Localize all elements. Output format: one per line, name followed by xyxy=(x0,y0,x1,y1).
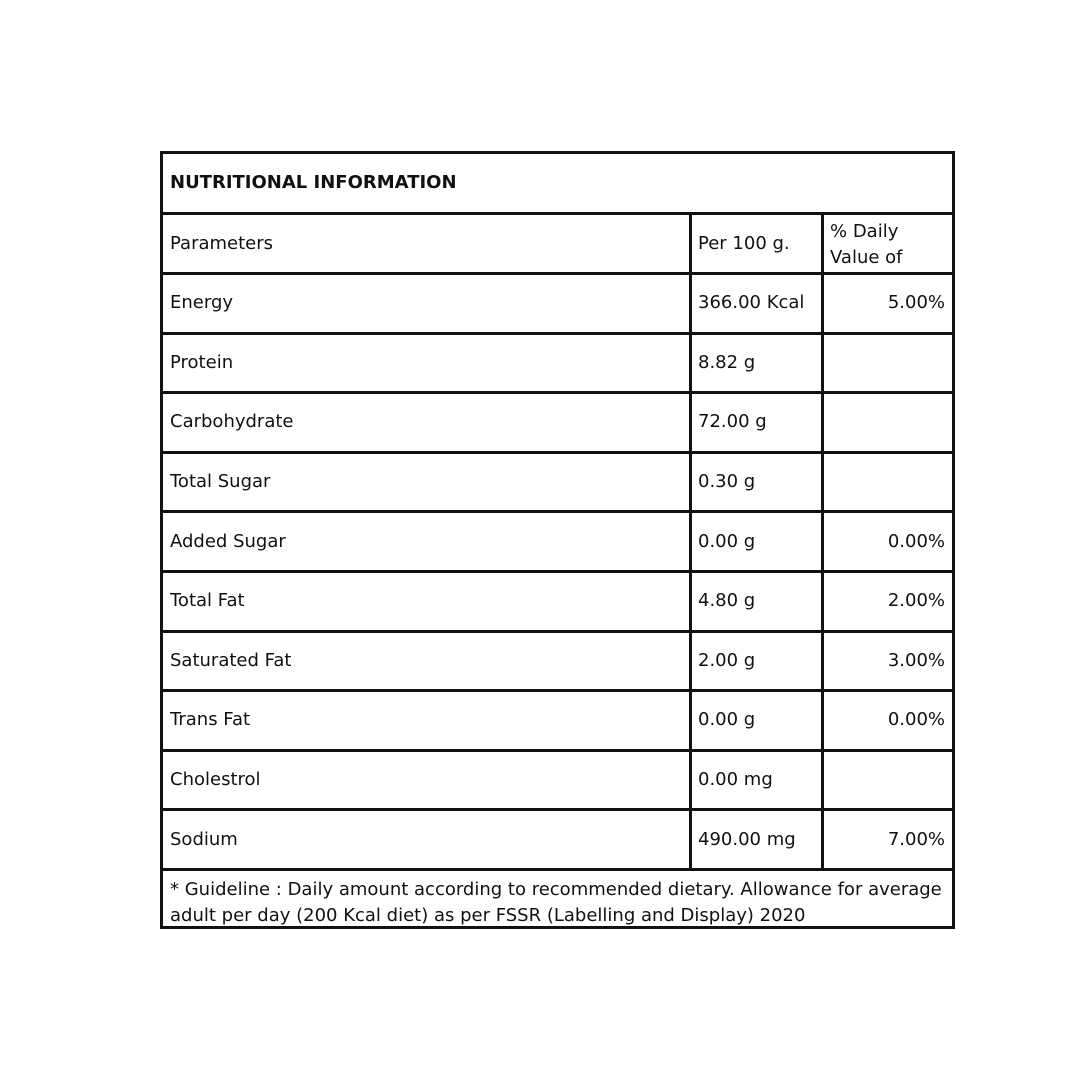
row-parameter: Carbohydrate xyxy=(170,411,294,433)
row-daily-value: 0.00% xyxy=(887,709,945,731)
row-daily-value: 7.00% xyxy=(887,828,945,850)
row-per-100g: 0.00 g xyxy=(698,530,756,552)
row-parameter: Energy xyxy=(170,292,234,314)
row-parameter: Protein xyxy=(170,351,234,373)
row-daily-value xyxy=(827,335,945,392)
row-daily-value: 5.00% xyxy=(887,292,945,314)
column-divider xyxy=(689,212,692,869)
row-daily-value: 2.00% xyxy=(887,590,945,612)
row-parameter: Total Fat xyxy=(170,590,245,612)
row-per-100g: 0.30 g xyxy=(698,471,756,493)
row-daily-value xyxy=(827,394,945,451)
row-per-100g: 490.00 mg xyxy=(698,828,796,850)
row-parameter: Added Sugar xyxy=(170,530,286,552)
row-parameter: Sodium xyxy=(170,828,238,850)
row-parameter: Total Sugar xyxy=(170,471,271,493)
row-per-100g: 8.82 g xyxy=(698,351,756,373)
row-daily-value: 0.00% xyxy=(887,530,945,552)
footnote: * Guideline : Daily amount according to recommended dietary. Allowance for average adult per day (200 Kcal diet) as per FSSR (Labelling and Display) 2020 xyxy=(170,879,942,926)
divider xyxy=(163,868,952,871)
row-per-100g: 0.00 mg xyxy=(698,769,773,791)
row-per-100g: 0.00 g xyxy=(698,709,756,731)
header-per-100g: Per 100 g. xyxy=(698,232,790,254)
row-per-100g: 366.00 Kcal xyxy=(698,292,805,314)
row-parameter: Trans Fat xyxy=(170,709,251,731)
header-daily-value: % Daily Value of xyxy=(830,221,903,268)
row-per-100g: 4.80 g xyxy=(698,590,756,612)
column-divider xyxy=(821,212,824,869)
row-per-100g: 2.00 g xyxy=(698,649,756,671)
table-title xyxy=(170,154,945,212)
row-daily-value xyxy=(827,752,945,809)
header-parameters: Parameters xyxy=(170,232,274,254)
row-parameter: Saturated Fat xyxy=(170,649,292,671)
row-parameter: Cholestrol xyxy=(170,769,261,791)
table-title-text: NUTRITIONAL INFORMATION xyxy=(170,172,457,193)
row-daily-value: 3.00% xyxy=(887,649,945,671)
nutrition-table xyxy=(160,151,955,929)
row-daily-value xyxy=(827,454,945,511)
row-per-100g: 72.00 g xyxy=(698,411,767,433)
